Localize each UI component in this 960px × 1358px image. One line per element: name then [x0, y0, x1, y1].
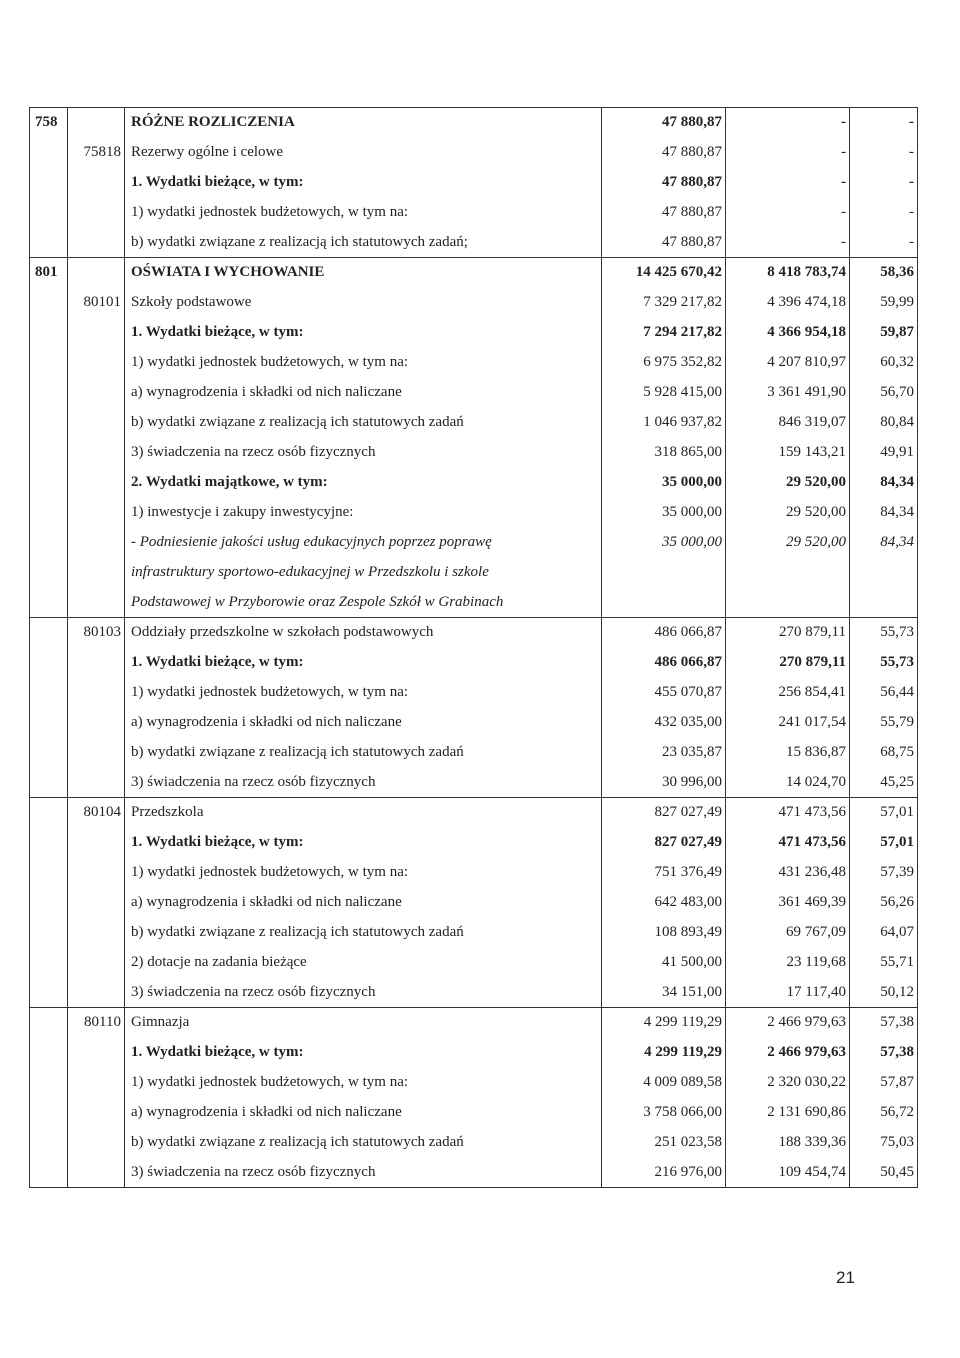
opis-cell: 2) dotacje na zadania bieżące	[125, 948, 602, 978]
plan-cell: 7 294 217,82	[602, 318, 726, 348]
table-row	[30, 798, 918, 828]
rozdzial-cell	[68, 588, 125, 618]
dzial-cell	[30, 858, 68, 888]
wykonanie-cell: 471 473,56	[726, 828, 850, 858]
rozdzial-cell	[68, 408, 125, 438]
rozdzial-cell	[68, 1128, 125, 1158]
table-row	[30, 378, 918, 408]
table-row	[30, 138, 918, 168]
opis-cell: 1. Wydatki bieżące, w tym:	[125, 168, 602, 198]
rozdzial-cell	[68, 1098, 125, 1128]
table-row	[30, 348, 918, 378]
opis-cell: b) wydatki związane z realizacją ich statutowych zadań;	[125, 228, 602, 258]
opis-cell: Szkoły podstawowe	[125, 288, 602, 318]
plan-cell: 455 070,87	[602, 678, 726, 708]
opis-cell: Przedszkola	[125, 798, 602, 828]
rozdzial-cell	[68, 678, 125, 708]
wykonanie-cell: 159 143,21	[726, 438, 850, 468]
wykonanie-cell: 256 854,41	[726, 678, 850, 708]
opis-cell: b) wydatki związane z realizacją ich statutowych zadań	[125, 408, 602, 438]
procent-cell: 50,12	[850, 978, 918, 1008]
rozdzial-cell: 80103	[68, 618, 125, 648]
plan-cell: 7 329 217,82	[602, 288, 726, 318]
procent-cell: 57,38	[850, 1008, 918, 1038]
procent-cell: 75,03	[850, 1128, 918, 1158]
dzial-cell	[30, 618, 68, 648]
procent-cell: 60,32	[850, 348, 918, 378]
dzial-cell	[30, 138, 68, 168]
table-row	[30, 828, 918, 858]
budget-table-body	[30, 108, 918, 1188]
plan-cell	[602, 588, 726, 618]
table-row	[30, 1038, 918, 1068]
wykonanie-cell: 2 131 690,86	[726, 1098, 850, 1128]
procent-cell: 59,87	[850, 318, 918, 348]
table-row	[30, 978, 918, 1008]
wykonanie-cell: 270 879,11	[726, 618, 850, 648]
rozdzial-cell	[68, 258, 125, 288]
plan-cell: 642 483,00	[602, 888, 726, 918]
dzial-cell	[30, 378, 68, 408]
rozdzial-cell	[68, 978, 125, 1008]
rozdzial-cell	[68, 558, 125, 588]
plan-cell: 23 035,87	[602, 738, 726, 768]
procent-cell: -	[850, 138, 918, 168]
wykonanie-cell: 29 520,00	[726, 468, 850, 498]
dzial-cell	[30, 288, 68, 318]
opis-cell: 1) wydatki jednostek budżetowych, w tym na:	[125, 678, 602, 708]
opis-cell: a) wynagrodzenia i składki od nich naliczane	[125, 708, 602, 738]
rozdzial-cell	[68, 888, 125, 918]
procent-cell: -	[850, 228, 918, 258]
rozdzial-cell	[68, 438, 125, 468]
opis-cell: infrastruktury sportowo-edukacyjnej w Przedszkolu i szkole	[125, 558, 602, 588]
procent-cell: 84,34	[850, 498, 918, 528]
opis-cell: a) wynagrodzenia i składki od nich naliczane	[125, 888, 602, 918]
procent-cell: 55,71	[850, 948, 918, 978]
plan-cell: 486 066,87	[602, 648, 726, 678]
rozdzial-cell	[68, 498, 125, 528]
dzial-cell	[30, 1038, 68, 1068]
rozdzial-cell	[68, 198, 125, 228]
opis-cell: 1) inwestycje i zakupy inwestycyjne:	[125, 498, 602, 528]
dzial-cell	[30, 798, 68, 828]
rozdzial-cell	[68, 1068, 125, 1098]
plan-cell: 47 880,87	[602, 168, 726, 198]
procent-cell: 57,39	[850, 858, 918, 888]
rozdzial-cell	[68, 948, 125, 978]
dzial-cell	[30, 438, 68, 468]
table-row	[30, 738, 918, 768]
plan-cell: 47 880,87	[602, 138, 726, 168]
dzial-cell	[30, 1068, 68, 1098]
dzial-cell	[30, 708, 68, 738]
plan-cell: 1 046 937,82	[602, 408, 726, 438]
opis-cell: - Podniesienie jakości usług edukacyjnych poprzez poprawę	[125, 528, 602, 558]
wykonanie-cell: 270 879,11	[726, 648, 850, 678]
plan-cell: 4 299 119,29	[602, 1008, 726, 1038]
table-row	[30, 408, 918, 438]
opis-cell: 1) wydatki jednostek budżetowych, w tym na:	[125, 858, 602, 888]
dzial-cell	[30, 1158, 68, 1188]
wykonanie-cell: 69 767,09	[726, 918, 850, 948]
opis-cell: OŚWIATA I WYCHOWANIE	[125, 258, 602, 288]
plan-cell: 5 928 415,00	[602, 378, 726, 408]
plan-cell: 827 027,49	[602, 798, 726, 828]
procent-cell: 55,73	[850, 618, 918, 648]
procent-cell: 68,75	[850, 738, 918, 768]
procent-cell: 55,79	[850, 708, 918, 738]
wykonanie-cell	[726, 558, 850, 588]
dzial-cell	[30, 468, 68, 498]
table-row	[30, 708, 918, 738]
rozdzial-cell	[68, 858, 125, 888]
plan-cell: 35 000,00	[602, 528, 726, 558]
procent-cell: 57,38	[850, 1038, 918, 1068]
table-row	[30, 498, 918, 528]
budget-table	[29, 107, 918, 1188]
table-row	[30, 948, 918, 978]
procent-cell: 49,91	[850, 438, 918, 468]
dzial-cell: 801	[30, 258, 68, 288]
dzial-cell	[30, 498, 68, 528]
procent-cell: 57,87	[850, 1068, 918, 1098]
plan-cell: 30 996,00	[602, 768, 726, 798]
rozdzial-cell	[68, 738, 125, 768]
page-number: 21	[836, 1268, 855, 1287]
table-row	[30, 108, 918, 138]
wykonanie-cell: 2 466 979,63	[726, 1008, 850, 1038]
table-row	[30, 1158, 918, 1188]
opis-cell: 1. Wydatki bieżące, w tym:	[125, 648, 602, 678]
procent-cell: -	[850, 108, 918, 138]
dzial-cell	[30, 1128, 68, 1158]
dzial-cell	[30, 918, 68, 948]
wykonanie-cell: -	[726, 138, 850, 168]
plan-cell: 486 066,87	[602, 618, 726, 648]
wykonanie-cell: 15 836,87	[726, 738, 850, 768]
table-row	[30, 588, 918, 618]
dzial-cell	[30, 318, 68, 348]
procent-cell: 50,45	[850, 1158, 918, 1188]
rozdzial-cell	[68, 168, 125, 198]
rozdzial-cell: 80110	[68, 1008, 125, 1038]
dzial-cell	[30, 888, 68, 918]
opis-cell: a) wynagrodzenia i składki od nich naliczane	[125, 1098, 602, 1128]
rozdzial-cell	[68, 348, 125, 378]
opis-cell: 1) wydatki jednostek budżetowych, w tym na:	[125, 198, 602, 228]
procent-cell: 45,25	[850, 768, 918, 798]
table-row	[30, 318, 918, 348]
procent-cell: 84,34	[850, 528, 918, 558]
wykonanie-cell: 29 520,00	[726, 528, 850, 558]
plan-cell: 4 009 089,58	[602, 1068, 726, 1098]
plan-cell: 34 151,00	[602, 978, 726, 1008]
dzial-cell	[30, 768, 68, 798]
wykonanie-cell: 4 366 954,18	[726, 318, 850, 348]
procent-cell: 57,01	[850, 828, 918, 858]
budget-table-container	[29, 107, 918, 1188]
procent-cell: 56,44	[850, 678, 918, 708]
table-row	[30, 1098, 918, 1128]
opis-cell: b) wydatki związane z realizacją ich statutowych zadań	[125, 1128, 602, 1158]
rozdzial-cell	[68, 708, 125, 738]
table-row	[30, 1068, 918, 1098]
rozdzial-cell	[68, 108, 125, 138]
opis-cell: 1. Wydatki bieżące, w tym:	[125, 318, 602, 348]
wykonanie-cell: -	[726, 228, 850, 258]
plan-cell: 251 023,58	[602, 1128, 726, 1158]
rozdzial-cell: 80104	[68, 798, 125, 828]
procent-cell: 56,70	[850, 378, 918, 408]
table-row	[30, 258, 918, 288]
table-row	[30, 228, 918, 258]
opis-cell: 1) wydatki jednostek budżetowych, w tym na:	[125, 348, 602, 378]
dzial-cell	[30, 348, 68, 378]
rozdzial-cell: 75818	[68, 138, 125, 168]
rozdzial-cell	[68, 828, 125, 858]
table-row	[30, 618, 918, 648]
opis-cell: a) wynagrodzenia i składki od nich naliczane	[125, 378, 602, 408]
plan-cell: 827 027,49	[602, 828, 726, 858]
procent-cell	[850, 588, 918, 618]
wykonanie-cell: 188 339,36	[726, 1128, 850, 1158]
opis-cell: 3) świadczenia na rzecz osób fizycznych	[125, 978, 602, 1008]
wykonanie-cell: 431 236,48	[726, 858, 850, 888]
table-row	[30, 858, 918, 888]
table-row	[30, 1008, 918, 1038]
wykonanie-cell: 471 473,56	[726, 798, 850, 828]
rozdzial-cell	[68, 318, 125, 348]
dzial-cell	[30, 828, 68, 858]
plan-cell: 318 865,00	[602, 438, 726, 468]
opis-cell: 2. Wydatki majątkowe, w tym:	[125, 468, 602, 498]
table-row	[30, 468, 918, 498]
wykonanie-cell: 17 117,40	[726, 978, 850, 1008]
rozdzial-cell	[68, 1158, 125, 1188]
plan-cell: 41 500,00	[602, 948, 726, 978]
plan-cell: 35 000,00	[602, 468, 726, 498]
rozdzial-cell	[68, 468, 125, 498]
table-row	[30, 678, 918, 708]
wykonanie-cell: 4 396 474,18	[726, 288, 850, 318]
dzial-cell	[30, 408, 68, 438]
dzial-cell	[30, 678, 68, 708]
dzial-cell	[30, 1098, 68, 1128]
rozdzial-cell: 80101	[68, 288, 125, 318]
wykonanie-cell: 241 017,54	[726, 708, 850, 738]
wykonanie-cell: 3 361 491,90	[726, 378, 850, 408]
table-row	[30, 918, 918, 948]
rozdzial-cell	[68, 648, 125, 678]
opis-cell: b) wydatki związane z realizacją ich statutowych zadań	[125, 918, 602, 948]
procent-cell: -	[850, 198, 918, 228]
opis-cell: b) wydatki związane z realizacją ich statutowych zadań	[125, 738, 602, 768]
dzial-cell	[30, 738, 68, 768]
plan-cell: 47 880,87	[602, 228, 726, 258]
rozdzial-cell	[68, 228, 125, 258]
dzial-cell	[30, 528, 68, 558]
dzial-cell	[30, 648, 68, 678]
procent-cell: -	[850, 168, 918, 198]
dzial-cell: 758	[30, 108, 68, 138]
opis-cell: Podstawowej w Przyborowie oraz Zespole Szkół w Grabinach	[125, 588, 602, 618]
plan-cell: 432 035,00	[602, 708, 726, 738]
table-row	[30, 558, 918, 588]
plan-cell: 216 976,00	[602, 1158, 726, 1188]
wykonanie-cell: 361 469,39	[726, 888, 850, 918]
table-row	[30, 648, 918, 678]
procent-cell: 59,99	[850, 288, 918, 318]
opis-cell: Rezerwy ogólne i celowe	[125, 138, 602, 168]
procent-cell: 55,73	[850, 648, 918, 678]
opis-cell: 1. Wydatki bieżące, w tym:	[125, 828, 602, 858]
wykonanie-cell: 8 418 783,74	[726, 258, 850, 288]
dzial-cell	[30, 228, 68, 258]
wykonanie-cell: 846 319,07	[726, 408, 850, 438]
opis-cell: 3) świadczenia na rzecz osób fizycznych	[125, 768, 602, 798]
table-row	[30, 528, 918, 558]
table-row	[30, 438, 918, 468]
table-row	[30, 1128, 918, 1158]
opis-cell: 3) świadczenia na rzecz osób fizycznych	[125, 438, 602, 468]
wykonanie-cell: 4 207 810,97	[726, 348, 850, 378]
table-row	[30, 198, 918, 228]
dzial-cell	[30, 558, 68, 588]
procent-cell: 58,36	[850, 258, 918, 288]
procent-cell	[850, 558, 918, 588]
dzial-cell	[30, 978, 68, 1008]
wykonanie-cell	[726, 588, 850, 618]
rozdzial-cell	[68, 768, 125, 798]
rozdzial-cell	[68, 1038, 125, 1068]
wykonanie-cell: -	[726, 108, 850, 138]
table-row	[30, 288, 918, 318]
plan-cell: 6 975 352,82	[602, 348, 726, 378]
dzial-cell	[30, 948, 68, 978]
procent-cell: 80,84	[850, 408, 918, 438]
table-row	[30, 768, 918, 798]
table-row	[30, 168, 918, 198]
wykonanie-cell: 2 466 979,63	[726, 1038, 850, 1068]
wykonanie-cell: 23 119,68	[726, 948, 850, 978]
rozdzial-cell	[68, 378, 125, 408]
opis-cell: 3) świadczenia na rzecz osób fizycznych	[125, 1158, 602, 1188]
plan-cell: 751 376,49	[602, 858, 726, 888]
wykonanie-cell: 29 520,00	[726, 498, 850, 528]
dzial-cell	[30, 588, 68, 618]
wykonanie-cell: 14 024,70	[726, 768, 850, 798]
wykonanie-cell: -	[726, 168, 850, 198]
plan-cell: 35 000,00	[602, 498, 726, 528]
dzial-cell	[30, 198, 68, 228]
plan-cell: 47 880,87	[602, 198, 726, 228]
rozdzial-cell	[68, 918, 125, 948]
plan-cell: 108 893,49	[602, 918, 726, 948]
procent-cell: 57,01	[850, 798, 918, 828]
opis-cell: 1. Wydatki bieżące, w tym:	[125, 1038, 602, 1068]
table-row	[30, 888, 918, 918]
procent-cell: 56,72	[850, 1098, 918, 1128]
plan-cell: 3 758 066,00	[602, 1098, 726, 1128]
plan-cell	[602, 558, 726, 588]
rozdzial-cell	[68, 528, 125, 558]
opis-cell: Oddziały przedszkolne w szkołach podstawowych	[125, 618, 602, 648]
plan-cell: 47 880,87	[602, 108, 726, 138]
wykonanie-cell: -	[726, 198, 850, 228]
wykonanie-cell: 109 454,74	[726, 1158, 850, 1188]
opis-cell: RÓŻNE ROZLICZENIA	[125, 108, 602, 138]
procent-cell: 64,07	[850, 918, 918, 948]
opis-cell: Gimnazja	[125, 1008, 602, 1038]
wykonanie-cell: 2 320 030,22	[726, 1068, 850, 1098]
dzial-cell	[30, 1008, 68, 1038]
plan-cell: 4 299 119,29	[602, 1038, 726, 1068]
dzial-cell	[30, 168, 68, 198]
opis-cell: 1) wydatki jednostek budżetowych, w tym na:	[125, 1068, 602, 1098]
plan-cell: 14 425 670,42	[602, 258, 726, 288]
procent-cell: 56,26	[850, 888, 918, 918]
procent-cell: 84,34	[850, 468, 918, 498]
